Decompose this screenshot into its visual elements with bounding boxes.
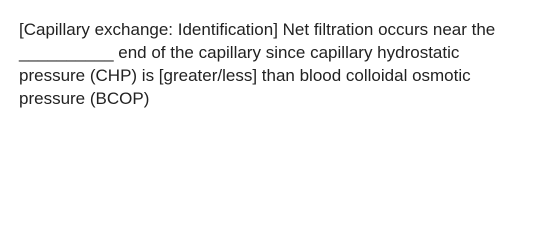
question-line-3: pressure (CHP) is [greater/less] than blood colloidal osmotic: [19, 66, 471, 85]
question-line-4: pressure (BCOP): [19, 89, 150, 108]
question-line-1: [Capillary exchange: Identification] Net filtration occurs near the: [19, 20, 496, 39]
question-line-2: __________ end of the capillary since capillary hydrostatic: [19, 43, 460, 62]
question-text: [19, 18, 549, 110]
